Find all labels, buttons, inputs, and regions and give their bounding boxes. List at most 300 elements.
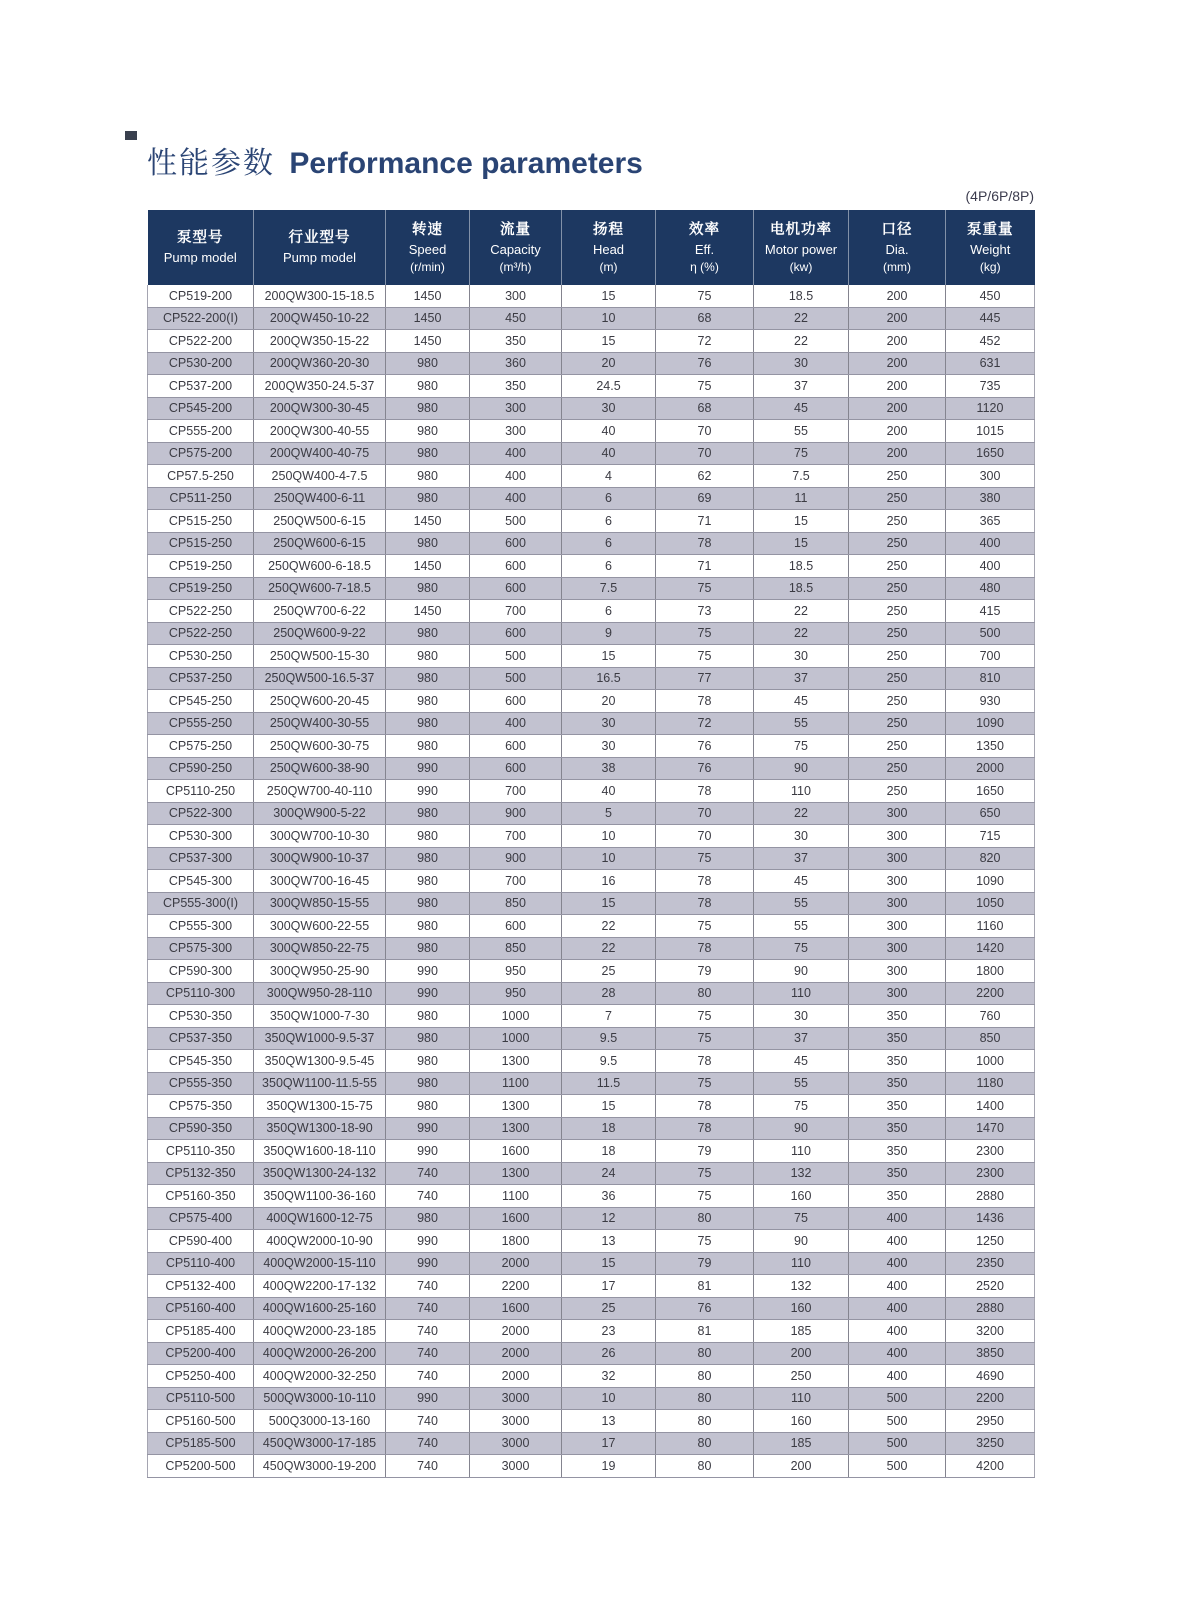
table-cell: 300QW850-22-75 [254,937,386,960]
table-cell: 7.5 [754,465,849,488]
table-cell: 1600 [470,1297,562,1320]
table-cell: 75 [656,375,754,398]
table-cell: 68 [656,307,754,330]
table-cell: 78 [656,1095,754,1118]
table-row [148,915,1035,938]
table-cell: CP537-250 [148,667,254,690]
table-row [148,690,1035,713]
table-cell: 22 [754,330,849,353]
table-cell: 500Q3000-13-160 [254,1410,386,1433]
table-cell: 250 [849,600,946,623]
table-cell: 400 [470,465,562,488]
table-cell: 200QW350-24.5-37 [254,375,386,398]
table-cell: 55 [754,915,849,938]
table-cell: CP522-300 [148,802,254,825]
table-cell: 200QW350-15-22 [254,330,386,353]
table-cell: 980 [386,1050,470,1073]
table-cell: 75 [656,577,754,600]
table-cell: 350 [849,1005,946,1028]
table-cell: CP511-250 [148,487,254,510]
table-cell: 300QW950-25-90 [254,960,386,983]
table-cell: CP5110-500 [148,1387,254,1410]
table-cell: 980 [386,1027,470,1050]
table-cell: 740 [386,1185,470,1208]
table-row [148,352,1035,375]
table-cell: 631 [946,352,1035,375]
column-header-text: (m) [599,259,618,274]
table-cell: 350QW1100-36-160 [254,1185,386,1208]
performance-table [147,210,1035,1478]
table-cell: 1000 [946,1050,1035,1073]
table-cell: 250 [849,577,946,600]
table-cell: 10 [562,825,656,848]
column-header-text: (m³/h) [499,259,532,274]
table-cell: 445 [946,307,1035,330]
table-cell: 365 [946,510,1035,533]
table-cell: 3850 [946,1342,1035,1365]
column-header-text: 转速 [412,222,443,239]
table-cell: 1436 [946,1207,1035,1230]
table-row [148,847,1035,870]
table-cell: 400 [849,1320,946,1343]
table-cell: 75 [656,645,754,668]
table-cell: 850 [946,1027,1035,1050]
table-cell: 30 [562,735,656,758]
table-cell: CP5110-250 [148,780,254,803]
table-cell: 500 [470,645,562,668]
table-cell: 81 [656,1275,754,1298]
table-cell: 350QW1600-18-110 [254,1140,386,1163]
table-cell: 2200 [946,1387,1035,1410]
column-header-text: Pump model [283,250,356,266]
table-cell: 700 [470,600,562,623]
column-header-text: (kw) [789,259,813,274]
table-cell: 450 [946,285,1035,307]
table-cell: 78 [656,1050,754,1073]
table-cell: 350 [470,375,562,398]
table-cell: 300QW700-10-30 [254,825,386,848]
page-title [147,146,643,182]
table-cell: 200QW300-40-55 [254,420,386,443]
table-cell: CP590-300 [148,960,254,983]
table-row [148,892,1035,915]
table-cell: 110 [754,1387,849,1410]
table-cell: 62 [656,465,754,488]
column-header-4 [470,210,562,285]
table-cell: 69 [656,487,754,510]
table-cell: 400 [849,1342,946,1365]
table-cell: CP5110-400 [148,1252,254,1275]
table-cell: CP519-200 [148,285,254,307]
table-cell: 250QW600-9-22 [254,622,386,645]
table-cell: 30 [754,645,849,668]
table-cell: 350 [849,1027,946,1050]
table-cell: 735 [946,375,1035,398]
table-cell: 980 [386,532,470,555]
column-header-text: 效率 [689,222,720,239]
table-cell: 350QW1100-11.5-55 [254,1072,386,1095]
column-header-text: 电机功率 [770,222,832,239]
column-header-2 [254,210,386,285]
table-cell: 200 [754,1342,849,1365]
table-cell: 30 [754,825,849,848]
table-cell: 55 [754,892,849,915]
column-header-text: 扬程 [593,222,624,239]
table-cell: 1350 [946,735,1035,758]
table-row [148,1230,1035,1253]
table-cell: 250QW400-30-55 [254,712,386,735]
table-cell: 20 [562,690,656,713]
table-row [148,555,1035,578]
table-cell: 9.5 [562,1027,656,1050]
table-cell: 1015 [946,420,1035,443]
column-header-text: Speed [408,242,447,258]
table-cell: 980 [386,667,470,690]
table-row [148,825,1035,848]
table-cell: 38 [562,757,656,780]
table-cell: 1450 [386,510,470,533]
table-row [148,1365,1035,1388]
table-cell: 300 [849,937,946,960]
table-cell: 15 [562,1252,656,1275]
table-row [148,1027,1035,1050]
table-cell: 350QW1300-18-90 [254,1117,386,1140]
table-cell: 2300 [946,1140,1035,1163]
table-cell: 980 [386,870,470,893]
table-cell: 740 [386,1342,470,1365]
table-cell: 250QW600-30-75 [254,735,386,758]
table-cell: CP5110-300 [148,982,254,1005]
table-cell: 300 [849,892,946,915]
table-cell: 1090 [946,712,1035,735]
table-cell: 200 [849,307,946,330]
table-row [148,1297,1035,1320]
table-cell: 350QW1000-9.5-37 [254,1027,386,1050]
table-cell: 820 [946,847,1035,870]
table-cell: 415 [946,600,1035,623]
table-cell: 78 [656,892,754,915]
table-cell: 17 [562,1275,656,1298]
table-cell: 79 [656,1252,754,1275]
table-cell: CP5250-400 [148,1365,254,1388]
table-cell: 160 [754,1410,849,1433]
table-cell: 13 [562,1230,656,1253]
table-cell: 300QW850-15-55 [254,892,386,915]
table-cell: 37 [754,1027,849,1050]
table-cell: 4 [562,465,656,488]
table-cell: 1420 [946,937,1035,960]
table-cell: 810 [946,667,1035,690]
table-cell: 23 [562,1320,656,1343]
table-cell: 400QW2000-15-110 [254,1252,386,1275]
table-row [148,802,1035,825]
table-cell: 600 [470,622,562,645]
table-cell: 4690 [946,1365,1035,1388]
table-cell: 160 [754,1297,849,1320]
table-cell: 1050 [946,892,1035,915]
table-cell: 900 [470,802,562,825]
table-cell: CP530-300 [148,825,254,848]
table-cell: 75 [656,847,754,870]
table-cell: 300 [849,915,946,938]
table-cell: 73 [656,600,754,623]
table-cell: 300 [849,982,946,1005]
table-cell: 75 [656,622,754,645]
table-cell: 250 [849,735,946,758]
table-cell: 500 [849,1410,946,1433]
table-cell: CP5110-350 [148,1140,254,1163]
table-cell: 980 [386,352,470,375]
table-cell: 55 [754,712,849,735]
table-cell: 75 [656,1027,754,1050]
table-cell: CP575-200 [148,442,254,465]
table-cell: 55 [754,420,849,443]
table-row [148,1410,1035,1433]
table-row [148,487,1035,510]
table-cell: 75 [754,735,849,758]
table-cell: 78 [656,780,754,803]
table-cell: 400 [849,1297,946,1320]
table-cell: 11.5 [562,1072,656,1095]
table-cell: CP537-200 [148,375,254,398]
table-row [148,960,1035,983]
table-cell: 300 [849,870,946,893]
table-cell: 37 [754,667,849,690]
table-cell: CP590-250 [148,757,254,780]
table-cell: 400QW2000-10-90 [254,1230,386,1253]
table-cell: 990 [386,757,470,780]
table-cell: 600 [470,757,562,780]
table-cell: 15 [562,330,656,353]
table-cell: 80 [656,1365,754,1388]
table-cell: 300QW600-22-55 [254,915,386,938]
table-cell: CP515-250 [148,532,254,555]
table-cell: 40 [562,442,656,465]
table-row [148,1140,1035,1163]
table-cell: CP575-400 [148,1207,254,1230]
page-title-cn: 性能参数 [147,147,275,180]
table-cell: 90 [754,960,849,983]
table-cell: 40 [562,780,656,803]
table-cell: 76 [656,757,754,780]
column-header-text: Weight [970,242,1011,258]
table-cell: 1600 [470,1207,562,1230]
table-cell: 2000 [946,757,1035,780]
table-cell: 400 [849,1252,946,1275]
table-cell: CP545-300 [148,870,254,893]
table-cell: 250 [849,712,946,735]
table-cell: 15 [562,892,656,915]
table-row [148,330,1035,353]
table-cell: 80 [656,1410,754,1433]
table-cell: 6 [562,487,656,510]
table-cell: CP575-350 [148,1095,254,1118]
table-cell: 200 [849,285,946,307]
table-cell: CP555-300 [148,915,254,938]
table-cell: 25 [562,960,656,983]
table-cell: 2520 [946,1275,1035,1298]
table-cell: 37 [754,375,849,398]
table-cell: 160 [754,1185,849,1208]
table-cell: 3000 [470,1432,562,1455]
table-cell: CP522-250 [148,600,254,623]
table-cell: 15 [562,285,656,307]
table-cell: 200QW360-20-30 [254,352,386,375]
table-cell: 980 [386,487,470,510]
table-cell: 980 [386,577,470,600]
table-cell: 980 [386,712,470,735]
table-cell: 6 [562,510,656,533]
column-header-5 [562,210,656,285]
table-cell: 200 [754,1455,849,1478]
table-row [148,1005,1035,1028]
table-cell: 132 [754,1162,849,1185]
table-cell: 700 [470,870,562,893]
table-cell: 400 [470,442,562,465]
table-cell: 760 [946,1005,1035,1028]
table-cell: 600 [470,735,562,758]
table-cell: 79 [656,1140,754,1163]
table-cell: 15 [754,510,849,533]
table-cell: 990 [386,1140,470,1163]
table-cell: 10 [562,307,656,330]
table-cell: 740 [386,1297,470,1320]
table-cell: 1450 [386,330,470,353]
table-cell: 30 [754,352,849,375]
table-cell: 500 [946,622,1035,645]
table-cell: 250 [849,780,946,803]
table-cell: 350QW1300-15-75 [254,1095,386,1118]
table-cell: CP519-250 [148,555,254,578]
table-cell: 7.5 [562,577,656,600]
table-cell: 75 [656,1162,754,1185]
table-cell: 1250 [946,1230,1035,1253]
table-cell: 380 [946,487,1035,510]
table-cell: 80 [656,1432,754,1455]
table-cell: 80 [656,982,754,1005]
table-cell: 300QW700-16-45 [254,870,386,893]
table-cell: 980 [386,847,470,870]
table-cell: 200 [849,420,946,443]
table-cell: CP575-250 [148,735,254,758]
table-cell: 75 [656,285,754,307]
table-cell: 9 [562,622,656,645]
table-cell: 250QW700-6-22 [254,600,386,623]
table-cell: 250 [849,510,946,533]
table-cell: 350 [849,1162,946,1185]
table-cell: 300QW950-28-110 [254,982,386,1005]
table-cell: 4200 [946,1455,1035,1478]
table-cell: CP5160-500 [148,1410,254,1433]
table-cell: 3250 [946,1432,1035,1455]
table-cell: 80 [656,1342,754,1365]
table-cell: CP590-400 [148,1230,254,1253]
table-cell: 990 [386,960,470,983]
table-cell: 2000 [470,1365,562,1388]
table-cell: 110 [754,1140,849,1163]
column-header-text: Eff. [694,242,715,258]
table-cell: 1090 [946,870,1035,893]
table-row [148,1162,1035,1185]
table-cell: 950 [470,960,562,983]
table-cell: 10 [562,847,656,870]
table-cell: 45 [754,870,849,893]
table-cell: 7 [562,1005,656,1028]
table-cell: 600 [470,532,562,555]
table-cell: CP5200-400 [148,1342,254,1365]
table-cell: 18.5 [754,285,849,307]
table-cell: 132 [754,1275,849,1298]
table-cell: 740 [386,1162,470,1185]
table-cell: 300 [849,847,946,870]
table-cell: 250 [849,757,946,780]
table-cell: 22 [754,600,849,623]
table-cell: CP545-250 [148,690,254,713]
table-cell: 10 [562,1387,656,1410]
table-cell: 40 [562,420,656,443]
table-cell: 1180 [946,1072,1035,1095]
table-cell: 15 [562,645,656,668]
table-cell: 300 [849,960,946,983]
table-cell: 250 [754,1365,849,1388]
table-cell: 13 [562,1410,656,1433]
table-cell: 71 [656,510,754,533]
table-cell: 250QW400-6-11 [254,487,386,510]
table-cell: CP5160-350 [148,1185,254,1208]
table-cell: 6 [562,600,656,623]
column-header-9 [946,210,1035,285]
table-cell: 400QW1600-25-160 [254,1297,386,1320]
column-header-text: Dia. [885,242,909,258]
table-cell: 980 [386,1207,470,1230]
table-cell: 81 [656,1320,754,1343]
table-cell: 980 [386,622,470,645]
table-cell: 740 [386,1432,470,1455]
table-cell: CP530-200 [148,352,254,375]
table-cell: 450 [470,307,562,330]
table-row [148,982,1035,1005]
table-cell: 250 [849,465,946,488]
column-header-text: η (%) [690,259,719,274]
table-cell: 37 [754,847,849,870]
table-cell: 500 [470,510,562,533]
table-cell: 70 [656,442,754,465]
table-cell: 76 [656,1297,754,1320]
table-cell: 400 [849,1230,946,1253]
table-row [148,712,1035,735]
table-cell: 71 [656,555,754,578]
table-cell: 250 [849,667,946,690]
table-cell: 980 [386,937,470,960]
table-cell: 250QW600-20-45 [254,690,386,713]
table-cell: 990 [386,982,470,1005]
table-cell: 450QW3000-19-200 [254,1455,386,1478]
page-title-en: Performance parameters [289,147,643,180]
table-cell: 22 [754,802,849,825]
table-row [148,375,1035,398]
table-cell: 500 [470,667,562,690]
table-cell: 16.5 [562,667,656,690]
table-cell: 400 [946,532,1035,555]
table-cell: 850 [470,937,562,960]
column-header-text: (kg) [979,259,1001,274]
table-cell: 12 [562,1207,656,1230]
table-cell: 1450 [386,555,470,578]
table-cell: 45 [754,690,849,713]
column-header-8 [849,210,946,285]
table-cell: 350 [849,1185,946,1208]
table-cell: 740 [386,1275,470,1298]
